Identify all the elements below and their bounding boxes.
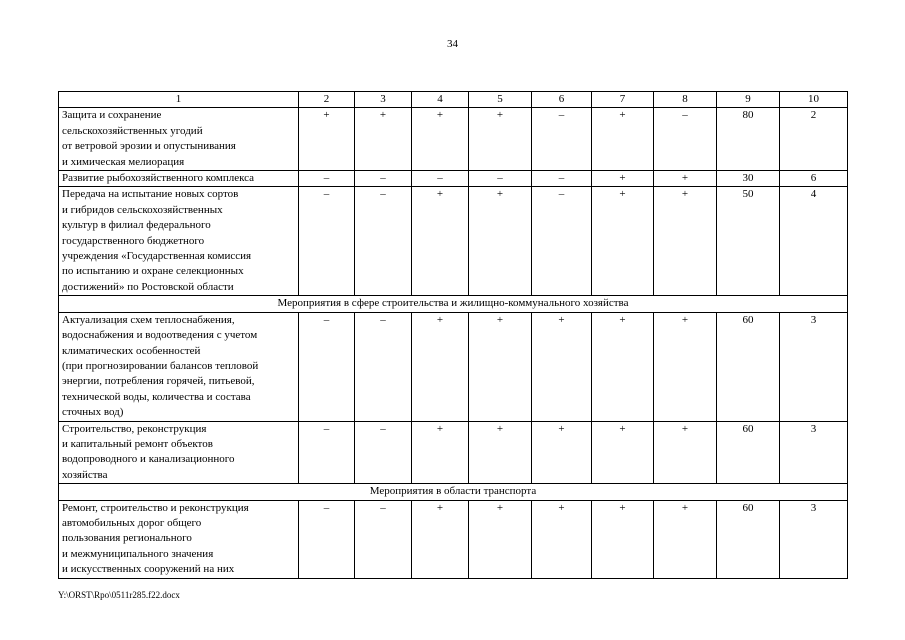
- measure-name-line: Развитие рыбохозяйственного комплекса: [62, 172, 255, 185]
- column-number-row: [59, 92, 848, 108]
- column-number: 6: [532, 92, 592, 108]
- mark-cell: –: [299, 187, 355, 296]
- value-cell-col9: 60: [717, 500, 780, 578]
- section-heading: Мероприятия в сфере строительства и жилищно-коммунального хозяйства: [59, 296, 848, 312]
- measure-name-line: и межмуниципального значения: [62, 547, 214, 560]
- mark-cell: +: [532, 312, 592, 421]
- column-number: 4: [412, 92, 469, 108]
- mark-cell: –: [532, 187, 592, 296]
- mark-cell: –: [355, 171, 412, 187]
- measure-name-line: учреждения «Государственная комиссия: [62, 250, 252, 263]
- measure-name-line: от ветровой эрозии и опустынивания: [62, 140, 236, 153]
- section-heading-row: [59, 296, 848, 312]
- mark-cell: +: [412, 312, 469, 421]
- mark-cell: –: [469, 171, 532, 187]
- mark-cell: +: [654, 171, 717, 187]
- file-path-footer: Y:\ORST\Rpo\0511r285.f22.docx: [58, 590, 180, 600]
- measure-name-line: Передача на испытание новых сортов: [62, 188, 239, 201]
- measure-name-line: достижений» по Ростовской области: [62, 280, 234, 293]
- measure-name-line: Защита и сохранение: [62, 109, 162, 122]
- mark-cell: +: [592, 171, 654, 187]
- measure-name-line: Ремонт, строительство и реконструкция: [62, 501, 249, 514]
- measure-name-line: автомобильных дорог общего: [62, 516, 202, 529]
- column-number: 10: [780, 92, 848, 108]
- measure-name-line: и искусственных сооружений на них: [62, 563, 235, 576]
- mark-cell: –: [355, 500, 412, 578]
- measure-name-cell: [59, 500, 299, 578]
- mark-cell: +: [469, 421, 532, 484]
- mark-cell: +: [412, 500, 469, 578]
- mark-cell: +: [469, 312, 532, 421]
- mark-cell: +: [299, 108, 355, 171]
- column-number: 3: [355, 92, 412, 108]
- mark-cell: +: [654, 500, 717, 578]
- measure-name-cell: [59, 187, 299, 296]
- value-cell-col10: 3: [780, 500, 848, 578]
- measure-name-line: и химическая мелиорация: [62, 155, 185, 168]
- measure-name-cell: [59, 108, 299, 171]
- table-row: [59, 421, 848, 484]
- mark-cell: +: [654, 421, 717, 484]
- column-number: 7: [592, 92, 654, 108]
- mark-cell: –: [299, 171, 355, 187]
- measure-name-line: государственного бюджетного: [62, 234, 205, 247]
- measures-table: [58, 91, 848, 579]
- column-number: 5: [469, 92, 532, 108]
- mark-cell: –: [299, 500, 355, 578]
- measure-name-cell: [59, 171, 299, 187]
- mark-cell: –: [532, 171, 592, 187]
- measure-name-line: сельскохозяйственных угодий: [62, 124, 203, 137]
- measure-name-line: и капитальный ремонт объектов: [62, 437, 213, 450]
- mark-cell: –: [299, 312, 355, 421]
- measure-name-line: (при прогнозировании балансов тепловой: [62, 359, 259, 372]
- mark-cell: +: [592, 421, 654, 484]
- measure-name-line: Строительство, реконструкция: [62, 422, 207, 435]
- mark-cell: +: [469, 108, 532, 171]
- mark-cell: –: [654, 108, 717, 171]
- measure-name-line: культур в филиал федерального: [62, 219, 211, 232]
- table-body: [59, 92, 848, 579]
- measure-name-line: хозяйства: [62, 468, 108, 481]
- measure-name-cell: [59, 312, 299, 421]
- measure-name-line: водоснабжения и водоотведения с учетом: [62, 329, 258, 342]
- table-row: [59, 171, 848, 187]
- measure-name-line: по испытанию и охране селекционных: [62, 265, 244, 278]
- measure-name-line: водопроводного и канализационного: [62, 453, 235, 466]
- mark-cell: –: [299, 421, 355, 484]
- measure-name-line: Актуализация схем теплоснабжения,: [62, 313, 235, 326]
- mark-cell: +: [654, 187, 717, 296]
- value-cell-col10: 3: [780, 421, 848, 484]
- value-cell-col10: 2: [780, 108, 848, 171]
- measure-name-line: технической воды, количества и состава: [62, 390, 251, 403]
- mark-cell: +: [592, 500, 654, 578]
- value-cell-col10: 4: [780, 187, 848, 296]
- mark-cell: +: [412, 108, 469, 171]
- mark-cell: –: [355, 187, 412, 296]
- table-row: [59, 500, 848, 578]
- mark-cell: +: [412, 421, 469, 484]
- mark-cell: –: [355, 312, 412, 421]
- value-cell-col9: 30: [717, 171, 780, 187]
- value-cell-col9: 50: [717, 187, 780, 296]
- measure-name-line: климатических особенностей: [62, 344, 201, 357]
- value-cell-col9: 60: [717, 421, 780, 484]
- mark-cell: +: [469, 500, 532, 578]
- measure-name-line: пользования регионального: [62, 532, 192, 545]
- value-cell-col9: 80: [717, 108, 780, 171]
- mark-cell: +: [355, 108, 412, 171]
- measure-name-cell: [59, 421, 299, 484]
- page-number: 34: [447, 38, 458, 50]
- table-row: [59, 312, 848, 421]
- mark-cell: +: [592, 187, 654, 296]
- mark-cell: +: [469, 187, 532, 296]
- mark-cell: +: [592, 312, 654, 421]
- mark-cell: –: [355, 421, 412, 484]
- table-row: [59, 187, 848, 296]
- mark-cell: +: [412, 187, 469, 296]
- mark-cell: +: [532, 421, 592, 484]
- section-heading: Мероприятия в области транспорта: [59, 484, 848, 500]
- column-number: 9: [717, 92, 780, 108]
- column-number: 8: [654, 92, 717, 108]
- value-cell-col10: 6: [780, 171, 848, 187]
- mark-cell: –: [412, 171, 469, 187]
- measure-name-line: энергии, потребления горячей, питьевой,: [62, 375, 255, 388]
- measure-name-line: сточных вод): [62, 406, 124, 419]
- value-cell-col10: 3: [780, 312, 848, 421]
- column-number: 2: [299, 92, 355, 108]
- mark-cell: +: [654, 312, 717, 421]
- mark-cell: +: [592, 108, 654, 171]
- mark-cell: –: [532, 108, 592, 171]
- value-cell-col9: 60: [717, 312, 780, 421]
- table-row: [59, 108, 848, 171]
- measure-name-line: и гибридов сельскохозяйственных: [62, 203, 223, 216]
- mark-cell: +: [532, 500, 592, 578]
- section-heading-row: [59, 484, 848, 500]
- column-number: 1: [59, 92, 299, 108]
